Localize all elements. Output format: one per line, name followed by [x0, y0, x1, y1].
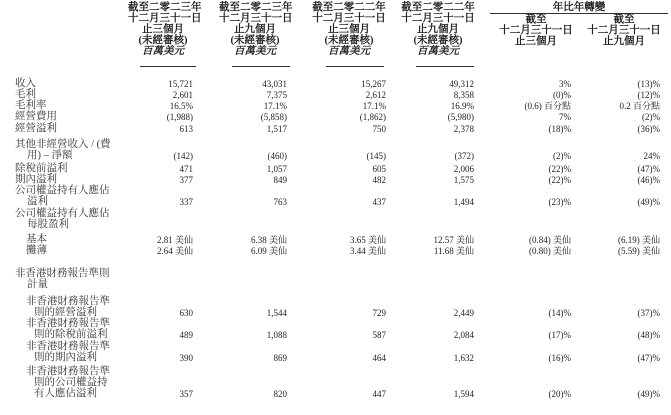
table-cell: (49)% [637, 197, 660, 207]
header-line: 十二月三十一日 [587, 25, 661, 36]
header-unit: 百萬美元 [417, 46, 459, 57]
table-cell: (12)% [637, 90, 660, 100]
col-header-9m-2022 [400, 2, 476, 57]
row-label-continued: 用) – 淨額 [27, 150, 73, 161]
row-label: 經營溢利 [15, 123, 57, 134]
table-cell: 489 [179, 330, 193, 340]
table-cell: (49)% [637, 389, 660, 399]
table-cell: (0)% [553, 90, 571, 100]
col-header-9m-2023 [219, 2, 291, 57]
header-line: (未經審核) [138, 35, 188, 46]
table-cell: 605 [372, 164, 386, 174]
table-cell: 12.57 美仙 [433, 235, 474, 245]
row-label: 非香港財務報告準 [26, 318, 110, 329]
header-line: 止九個月 [603, 36, 645, 47]
row-label-continued: 則的公司權益持 [34, 377, 108, 388]
table-cell: 1,544 [266, 308, 287, 318]
header-line: 十二月三十一日 [219, 13, 293, 24]
row-label-continued: 則的除稅前溢利 [34, 329, 108, 340]
row-label: 非香港財務報告準 [26, 341, 110, 352]
table-cell: 3% [559, 79, 571, 89]
table-cell: (16)% [548, 353, 571, 363]
table-cell: 7% [559, 112, 571, 122]
table-cell: 2.81 美仙 [156, 235, 193, 245]
table-cell: 763 [273, 197, 287, 207]
header-rule [326, 66, 384, 67]
table-cell: 16.5% [169, 101, 193, 111]
table-cell: (372) [454, 151, 474, 161]
table-cell: (1,862) [359, 112, 386, 122]
row-label: 公司權益持有人應佔 [15, 185, 110, 196]
table-cell: 2.64 美仙 [156, 246, 193, 256]
table-cell: 15,267 [361, 79, 386, 89]
table-cell: (5.59) 美仙 [618, 246, 660, 256]
col-header-q4-2023 [128, 2, 202, 57]
header-rule [416, 66, 474, 67]
table-cell: (142) [173, 151, 193, 161]
table-cell: 43,031 [262, 79, 287, 89]
header-line: 止三個月 [328, 24, 370, 35]
table-cell: 17.1% [362, 101, 386, 111]
header-line: (未經審核) [230, 35, 280, 46]
table-cell: (46)% [637, 175, 660, 185]
table-cell: 2,449 [453, 308, 474, 318]
table-cell: (6.19) 美仙 [618, 235, 660, 245]
row-label-continued: 計量 [27, 279, 48, 290]
table-cell: 17.1% [263, 101, 287, 111]
table-cell: 849 [273, 175, 287, 185]
header-unit: 百萬美元 [142, 46, 184, 57]
table-cell: 16.9% [450, 101, 474, 111]
table-cell: 630 [179, 308, 193, 318]
table-cell: 2,612 [365, 90, 386, 100]
table-row [0, 366, 671, 402]
table-cell: (20)% [548, 389, 571, 399]
row-label: 收入 [15, 78, 36, 89]
header-unit: 百萬美元 [328, 46, 370, 57]
header-line: 十二月三十一日 [401, 13, 475, 24]
header-line: 截至二零二二年 [401, 2, 475, 13]
table-cell: (17)% [548, 330, 571, 340]
table-cell: (47)% [637, 164, 660, 174]
table-cell: 49,312 [449, 79, 474, 89]
table-cell: 2,378 [453, 124, 474, 134]
table-cell: (1,988) [166, 112, 193, 122]
table-cell: 437 [372, 197, 386, 207]
table-cell: 357 [179, 389, 193, 399]
table-cell: (460) [267, 151, 287, 161]
table-cell: 1,632 [453, 353, 474, 363]
table-cell: (37)% [637, 308, 660, 318]
table-cell: (23)% [548, 197, 571, 207]
header-line: 十二月三十一日 [499, 25, 573, 36]
table-cell: 869 [273, 353, 287, 363]
row-label: 毛利率 [15, 100, 47, 111]
table-cell: 390 [179, 353, 193, 363]
yoy-subheader-9m [584, 14, 664, 47]
table-cell: 2,006 [453, 164, 474, 174]
table-cell: 750 [372, 124, 386, 134]
table-cell: 613 [179, 124, 193, 134]
table-cell: 820 [273, 389, 287, 399]
table-cell: 0.2 百分點 [619, 101, 660, 111]
table-cell: (5,980) [447, 112, 474, 122]
header-line: 截至 [613, 14, 635, 25]
table-cell: 1,088 [266, 330, 287, 340]
col-header-q4-2022 [312, 2, 386, 57]
table-cell: 6.38 美仙 [250, 235, 287, 245]
row-label-continued: 每股盈利 [27, 219, 69, 230]
row-label: 基本 [26, 234, 47, 245]
table-cell: 447 [372, 389, 386, 399]
header-line: 截至二零二三年 [128, 2, 202, 13]
row-label: 攤薄 [26, 245, 47, 256]
row-label: 非香港財務報告準 [26, 296, 110, 307]
yoy-header: 年比年轉變 [552, 2, 606, 13]
table-cell: 3.65 美仙 [349, 235, 386, 245]
table-cell: (48)% [637, 330, 660, 340]
table-cell: 7,375 [266, 90, 287, 100]
table-cell: 11.68 美仙 [433, 246, 474, 256]
yoy-subheader-3m [496, 14, 576, 47]
table-cell: 377 [179, 175, 193, 185]
row-label: 公司權益持有人應佔 [15, 208, 110, 219]
table-cell: 24% [643, 151, 660, 161]
row-label-continued: 溢利 [27, 196, 48, 207]
table-cell: (5,858) [260, 112, 287, 122]
table-cell: 15,721 [168, 79, 193, 89]
header-line: 截至 [525, 14, 547, 25]
row-label: 期內溢利 [15, 174, 57, 185]
table-cell: 1,575 [453, 175, 474, 185]
table-cell: (36)% [637, 124, 660, 134]
table-cell: 6.09 美仙 [250, 246, 287, 256]
header-line: 止三個月 [142, 24, 184, 35]
table-cell: (47)% [637, 353, 660, 363]
header-unit: 百萬美元 [234, 46, 276, 57]
table-cell: (2)% [642, 112, 660, 122]
header-line: 止九個月 [417, 24, 459, 35]
row-label: 非香港財務報告準 [26, 366, 110, 377]
header-line: 截至二零二三年 [219, 2, 293, 13]
header-line: 止九個月 [234, 24, 276, 35]
table-cell: (2)% [553, 151, 571, 161]
header-line: 十二月三十一日 [128, 13, 202, 24]
table-cell: (0.6) 百分點 [524, 101, 571, 111]
table-cell: 471 [179, 164, 193, 174]
table-cell: 1,594 [453, 389, 474, 399]
header-line: 十二月三十一日 [312, 13, 386, 24]
table-cell: 464 [372, 353, 386, 363]
row-label: 毛利 [15, 89, 36, 100]
row-label: 經營費用 [15, 111, 57, 122]
table-cell: (145) [366, 151, 386, 161]
header-line: (未經審核) [324, 35, 374, 46]
table-cell: 482 [372, 175, 386, 185]
table-cell: 2,601 [172, 90, 193, 100]
row-label: 非香港財務報告準則 [15, 268, 110, 279]
row-label-continued: 有人應佔溢利 [34, 388, 97, 399]
table-cell: 337 [179, 197, 193, 207]
header-line: (未經審核) [413, 35, 463, 46]
table-cell: 1,494 [453, 197, 474, 207]
header-line: 止三個月 [515, 36, 557, 47]
row-label: 其他非經營收入 / (費 [15, 139, 111, 150]
table-cell: 587 [372, 330, 386, 340]
table-cell: (22)% [548, 175, 571, 185]
header-line: 截至二零二二年 [312, 2, 386, 13]
table-cell: 1,057 [266, 164, 287, 174]
table-cell: 2,084 [453, 330, 474, 340]
row-label-continued: 則的期內溢利 [34, 352, 97, 363]
table-cell: 8,358 [453, 90, 474, 100]
row-label: 除稅前溢利 [15, 163, 68, 174]
table-cell: 3.44 美仙 [349, 246, 386, 256]
header-rule [232, 66, 290, 67]
table-cell: (14)% [548, 308, 571, 318]
table-cell: (22)% [548, 164, 571, 174]
table-cell: 729 [372, 308, 386, 318]
row-label-continued: 則的經營溢利 [34, 307, 97, 318]
table-cell: (18)% [548, 124, 571, 134]
header-rule [140, 66, 196, 67]
table-cell: 1,517 [266, 124, 287, 134]
table-cell: (0.80) 美仙 [529, 246, 571, 256]
table-cell: (0.84) 美仙 [529, 235, 571, 245]
table-cell: (13)% [637, 79, 660, 89]
